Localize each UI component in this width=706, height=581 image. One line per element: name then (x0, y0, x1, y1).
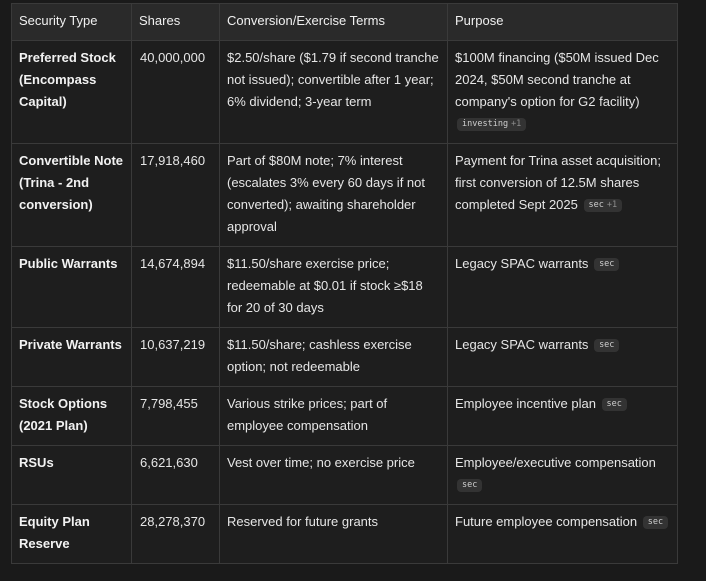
purpose-text: Employee incentive plan (455, 396, 596, 411)
purpose-text: Payment for Trina asset acquisition; first conversion of 12.5M shares completed Sept 2025 (455, 153, 661, 212)
security-type-cell: RSUs (12, 446, 132, 505)
source-badge-count: +1 (511, 119, 522, 129)
table-row (12, 446, 678, 505)
source-badge[interactable] (457, 479, 482, 492)
purpose-cell (448, 505, 678, 564)
security-type-cell: Public Warrants (12, 247, 132, 328)
header-purpose: Purpose (448, 4, 678, 41)
purpose-cell (448, 247, 678, 328)
shares-cell: 28,278,370 (132, 505, 220, 564)
source-badge-label: investing (462, 119, 509, 129)
security-type-cell: Stock Options (2021 Plan) (12, 387, 132, 446)
source-badge-label: sec (599, 340, 615, 350)
securities-table-container (11, 3, 678, 564)
security-type-cell: Preferred Stock (Encompass Capital) (12, 41, 132, 144)
table-row (12, 505, 678, 564)
source-badge-label: sec (606, 399, 622, 409)
source-badge[interactable] (602, 398, 627, 411)
terms-cell: Various strike prices; part of employee compensation (220, 387, 448, 446)
shares-cell: 40,000,000 (132, 41, 220, 144)
shares-cell: 14,674,894 (132, 247, 220, 328)
purpose-cell (448, 328, 678, 387)
header-security-type: Security Type (12, 4, 132, 41)
source-badge[interactable] (584, 199, 623, 212)
source-badge-label: sec (647, 517, 664, 527)
source-badge-label: sec (588, 200, 604, 210)
purpose-cell (448, 446, 678, 505)
terms-cell: Vest over time; no exercise price (220, 446, 448, 505)
table-row (12, 144, 678, 247)
source-badge[interactable] (594, 339, 619, 352)
purpose-text: Legacy SPAC warrants (455, 256, 589, 271)
purpose-text: Employee/executive compensation (455, 455, 656, 470)
header-shares: Shares (132, 4, 220, 41)
shares-cell: 10,637,219 (132, 328, 220, 387)
shares-cell: 6,621,630 (132, 446, 220, 505)
source-badge-label: sec (462, 480, 478, 490)
source-badge[interactable] (594, 258, 619, 271)
source-badge[interactable] (457, 118, 526, 131)
security-type-cell: Private Warrants (12, 328, 132, 387)
purpose-cell (448, 144, 678, 247)
purpose-text: Legacy SPAC warrants (455, 337, 589, 352)
security-type-cell: Convertible Note (Trina - 2nd conversion) (12, 144, 132, 247)
source-badge-label: sec (599, 259, 615, 269)
terms-cell: $11.50/share exercise price; redeemable at $0.01 if stock ≥$18 for 20 of 30 days (220, 247, 448, 328)
header-terms: Conversion/Exercise Terms (220, 4, 448, 41)
securities-table (11, 3, 678, 564)
purpose-text: Future employee compensation (455, 514, 638, 529)
table-row (12, 328, 678, 387)
purpose-cell (448, 41, 678, 144)
purpose-text: $100M financing ($50M issued Dec 2024, $50M second tranche at company's option for G2 facility) (455, 50, 659, 109)
table-row (12, 41, 678, 144)
shares-cell: 7,798,455 (132, 387, 220, 446)
terms-cell: $11.50/share; cashless exercise option; not redeemable (220, 328, 448, 387)
table-row (12, 247, 678, 328)
terms-cell: Part of $80M note; 7% interest (escalates 3% every 60 days if not converted); awaiting shareholder approval (220, 144, 448, 247)
table-row (12, 387, 678, 446)
source-badge-count: +1 (606, 200, 618, 210)
shares-cell: 17,918,460 (132, 144, 220, 247)
terms-cell: $2.50/share ($1.79 if second tranche not issued); convertible after 1 year; 6% dividend; 3-year term (220, 41, 448, 144)
source-badge[interactable] (643, 516, 668, 529)
purpose-cell (448, 387, 678, 446)
security-type-cell: Equity Plan Reserve (12, 505, 132, 564)
table-header-row (12, 4, 678, 41)
terms-cell: Reserved for future grants (220, 505, 448, 564)
